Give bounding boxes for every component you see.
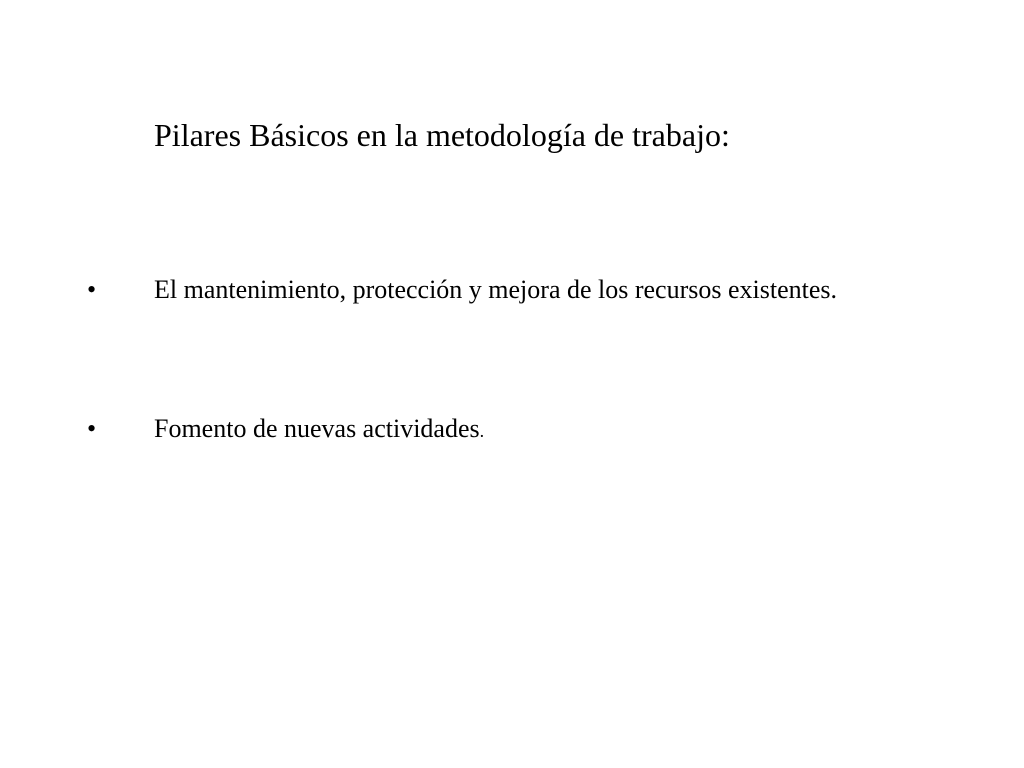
bullet-text: Fomento de nuevas actividades [154,414,480,443]
bullet-trailing-period: . [479,421,485,441]
bullet-marker: • [87,414,97,443]
bullet-text-wrapper [154,409,914,451]
bullet-marker: • [87,275,97,304]
bullet-text: El mantenimiento, protección y mejora de los recursos existentes. [154,275,838,304]
slide-title: Pilares Básicos en la metodología de trabajo: [154,117,730,153]
